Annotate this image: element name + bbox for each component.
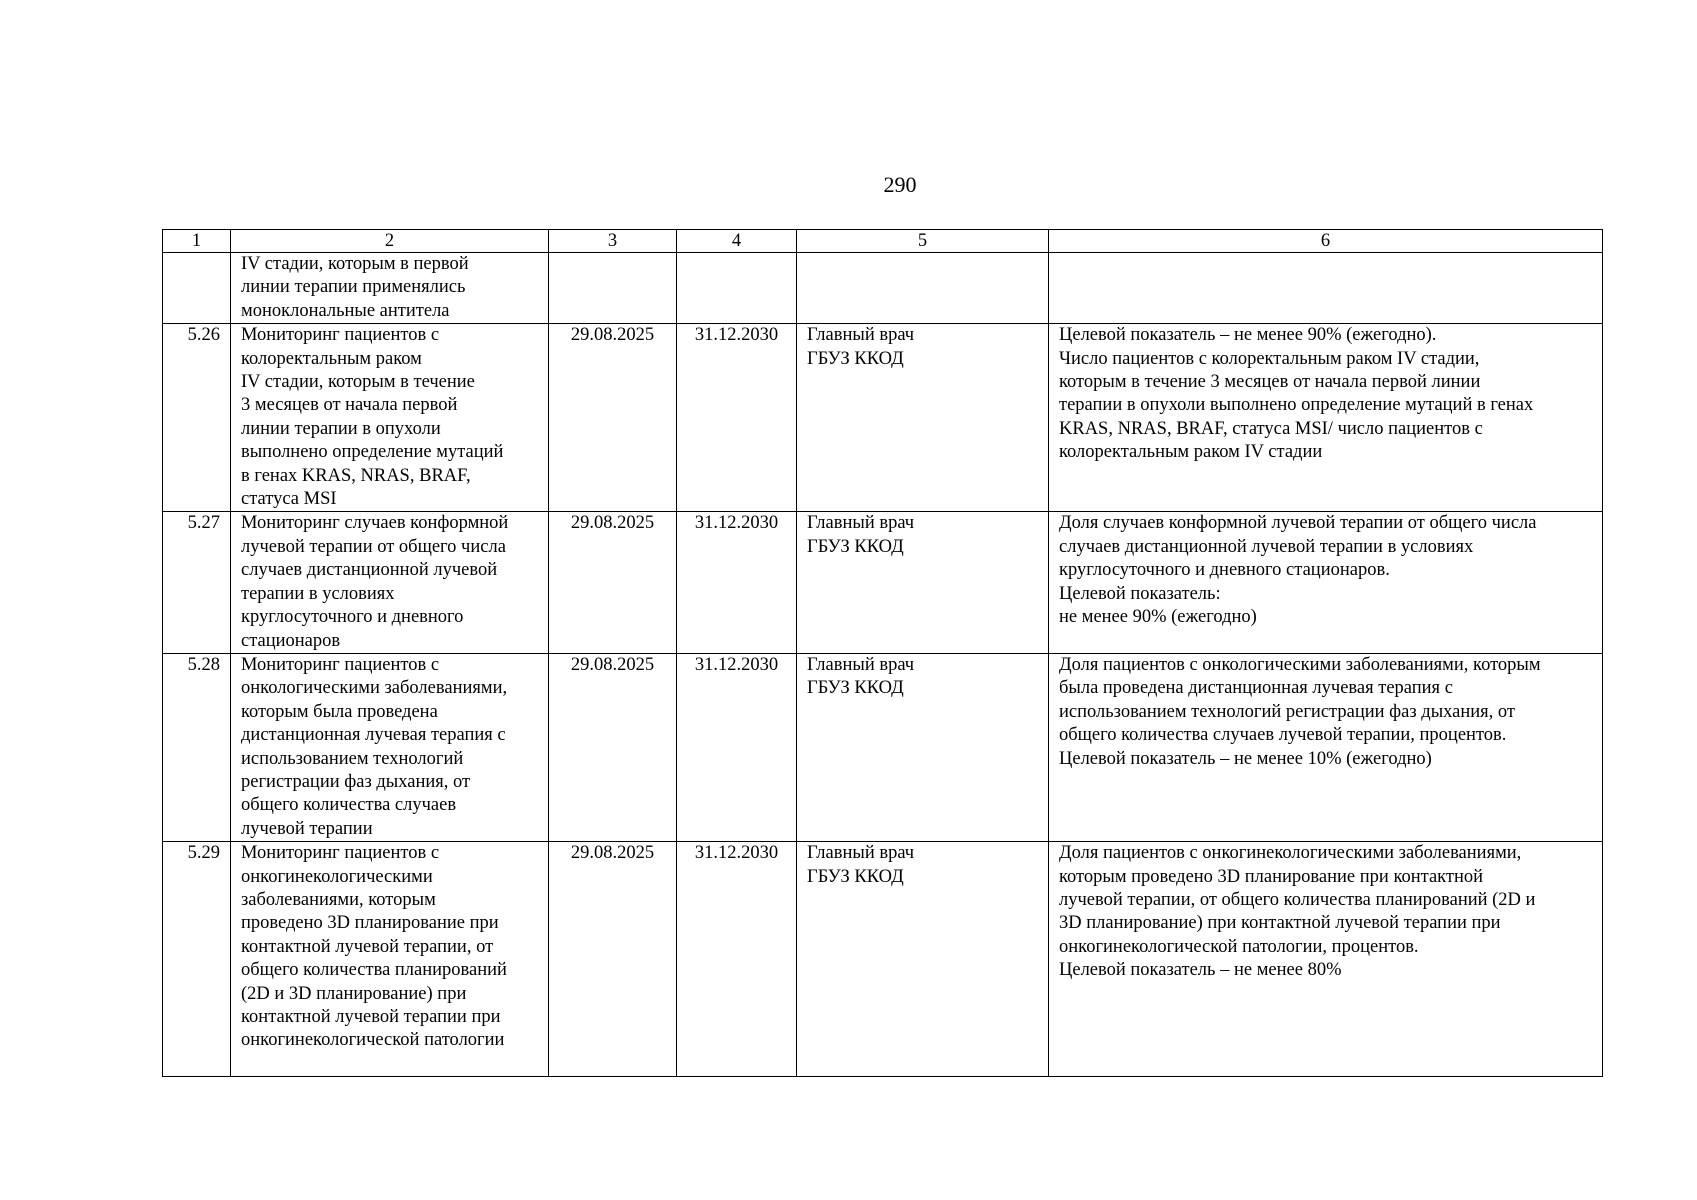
description-line: колоректальным раком [241, 348, 422, 369]
description-line: статуса MSI [241, 489, 337, 510]
start-date-cell: 29.08.2025 [549, 653, 677, 841]
description-line: общего количества планирований [241, 960, 507, 981]
indicator-line: которым проведено 3D планирование при контактной [1059, 866, 1484, 887]
start-date-cell [549, 253, 677, 324]
description-line: регистрации фаз дыхания, от [241, 771, 471, 792]
column-number: 4 [677, 230, 797, 253]
indicator-cell [1049, 842, 1603, 1077]
description-cell [231, 253, 549, 324]
description-line: Мониторинг случаев конформной [241, 513, 509, 534]
indicator-line: лучевой терапии, от общего количества планирований (2D и [1059, 889, 1536, 910]
column-number: 6 [1049, 230, 1603, 253]
end-date-cell: 31.12.2030 [677, 653, 797, 841]
responsible-line: Главный врач [807, 654, 915, 675]
description-cell [231, 324, 549, 512]
end-date-cell: 31.12.2030 [677, 842, 797, 1077]
responsible-cell [797, 324, 1049, 512]
responsible-line: Главный врач [807, 843, 915, 864]
description-line: которым была проведена [241, 701, 438, 722]
table-body [163, 253, 1603, 1077]
description-line: онкологическими заболеваниями, [241, 678, 508, 699]
indicator-line: Целевой показатель – не менее 10% (ежегодно) [1059, 748, 1432, 769]
indicator-line: Доля пациентов с онкогинекологическими заболеваниями, [1059, 843, 1522, 864]
description-line: моноклональные антитела [241, 300, 450, 321]
description-line: случаев дистанционной лучевой [241, 560, 498, 581]
responsible-cell [797, 253, 1049, 324]
description-line: 3 месяцев от начала первой [241, 395, 458, 416]
description-line: круглосуточного и дневного [241, 607, 464, 628]
description-line: Мониторинг пациентов с [241, 325, 440, 346]
responsible-cell [797, 512, 1049, 653]
column-number: 3 [549, 230, 677, 253]
description-line: стационаров [241, 630, 341, 651]
description-line: контактной лучевой терапии, от [241, 936, 494, 957]
indicator-line: 3D планирование) при контактной лучевой терапии при [1059, 913, 1501, 934]
indicator-line: терапии в опухоли выполнено определение мутаций в генах [1059, 395, 1534, 416]
indicator-cell [1049, 324, 1603, 512]
indicator-line: Доля пациентов с онкологическими заболеваниями, которым [1059, 654, 1541, 675]
description-line: (2D и 3D планирование) при [241, 983, 467, 1004]
indicator-line: колоректальным раком IV стадии [1059, 442, 1323, 463]
indicator-line: случаев дистанционной лучевой терапии в условиях [1059, 536, 1474, 557]
description-line: лучевой терапии [241, 818, 373, 839]
indicator-line: Доля случаев конформной лучевой терапии от общего числа [1059, 513, 1537, 534]
indicator-line: была проведена дистанционная лучевая терапия с [1059, 678, 1453, 699]
responsible-line: Главный врач [807, 513, 915, 534]
item-number-cell [163, 253, 231, 324]
description-line: дистанционная лучевая терапия с [241, 725, 506, 746]
column-number: 5 [797, 230, 1049, 253]
item-number-cell: 5.28 [163, 653, 231, 841]
description-line: линии терапии применялись [241, 277, 466, 298]
column-number: 2 [231, 230, 549, 253]
start-date-cell: 29.08.2025 [549, 842, 677, 1077]
responsible-line: Главный врач [807, 325, 915, 346]
responsible-line: ГБУЗ ККОД [807, 678, 904, 699]
description-line: заболеваниями, которым [241, 889, 436, 910]
responsible-line: ГБУЗ ККОД [807, 866, 904, 887]
description-line: контактной лучевой терапии при [241, 1007, 501, 1027]
description-line: Мониторинг пациентов с [241, 843, 440, 864]
description-cell [231, 653, 549, 841]
table-row [163, 512, 1603, 653]
table-row [163, 324, 1603, 512]
table-row [163, 253, 1603, 324]
item-number-cell: 5.27 [163, 512, 231, 653]
indicator-line: не менее 90% (ежегодно) [1059, 607, 1257, 628]
indicator-line: Число пациентов с колоректальным раком IV стадии, [1059, 348, 1480, 369]
description-line: онкогинекологическими [241, 866, 433, 887]
responsible-cell [797, 653, 1049, 841]
description-cell [231, 842, 549, 1077]
description-line: проведено 3D планирование при [241, 913, 499, 934]
indicator-cell [1049, 653, 1603, 841]
indicator-cell [1049, 253, 1603, 324]
plan-table [162, 229, 1603, 1077]
description-line: терапии в условиях [241, 583, 395, 604]
description-line: использованием технологий [241, 748, 464, 769]
column-number: 1 [163, 230, 231, 253]
description-line: IV стадии, которым в первой [241, 254, 469, 274]
end-date-cell: 31.12.2030 [677, 324, 797, 512]
description-line: выполнено определение мутаций [241, 442, 504, 463]
indicator-line: использованием технологий регистрации фаз дыхания, от [1059, 701, 1515, 722]
start-date-cell: 29.08.2025 [549, 512, 677, 653]
start-date-cell: 29.08.2025 [549, 324, 677, 512]
end-date-cell [677, 253, 797, 324]
responsible-line: ГБУЗ ККОД [807, 348, 904, 369]
indicator-line: Целевой показатель – не менее 90% (ежегодно). [1059, 325, 1437, 346]
item-number-cell: 5.26 [163, 324, 231, 512]
description-line: лучевой терапии от общего числа [241, 536, 506, 557]
page-number: 290 [883, 172, 917, 197]
responsible-line: ГБУЗ ККОД [807, 536, 904, 557]
column-number-row [163, 230, 1603, 253]
description-line: в генах KRAS, NRAS, BRAF, [241, 465, 471, 486]
table-row [163, 653, 1603, 841]
indicator-line: Целевой показатель: [1059, 583, 1221, 604]
description-line: общего количества случаев [241, 795, 457, 816]
table-row [163, 842, 1603, 1077]
indicator-line: онкогинекологической патологии, процентов. [1059, 936, 1419, 957]
description-cell [231, 512, 549, 653]
description-line: онкогинекологической патологии [241, 1030, 505, 1051]
description-line: IV стадии, которым в течение [241, 372, 475, 393]
indicator-line: которым в течение 3 месяцев от начала первой линии [1059, 372, 1481, 393]
end-date-cell: 31.12.2030 [677, 512, 797, 653]
indicator-line: KRAS, NRAS, BRAF, статуса MSI/ число пациентов с [1059, 418, 1483, 439]
description-line: Мониторинг пациентов с [241, 654, 440, 675]
indicator-cell [1049, 512, 1603, 653]
indicator-line: Целевой показатель – не менее 80% [1059, 960, 1342, 981]
indicator-line: общего количества случаев лучевой терапии, процентов. [1059, 725, 1507, 746]
indicator-line: круглосуточного и дневного стационаров. [1059, 560, 1390, 581]
responsible-cell [797, 842, 1049, 1077]
description-line: линии терапии в опухоли [241, 418, 441, 439]
item-number-cell: 5.29 [163, 842, 231, 1077]
